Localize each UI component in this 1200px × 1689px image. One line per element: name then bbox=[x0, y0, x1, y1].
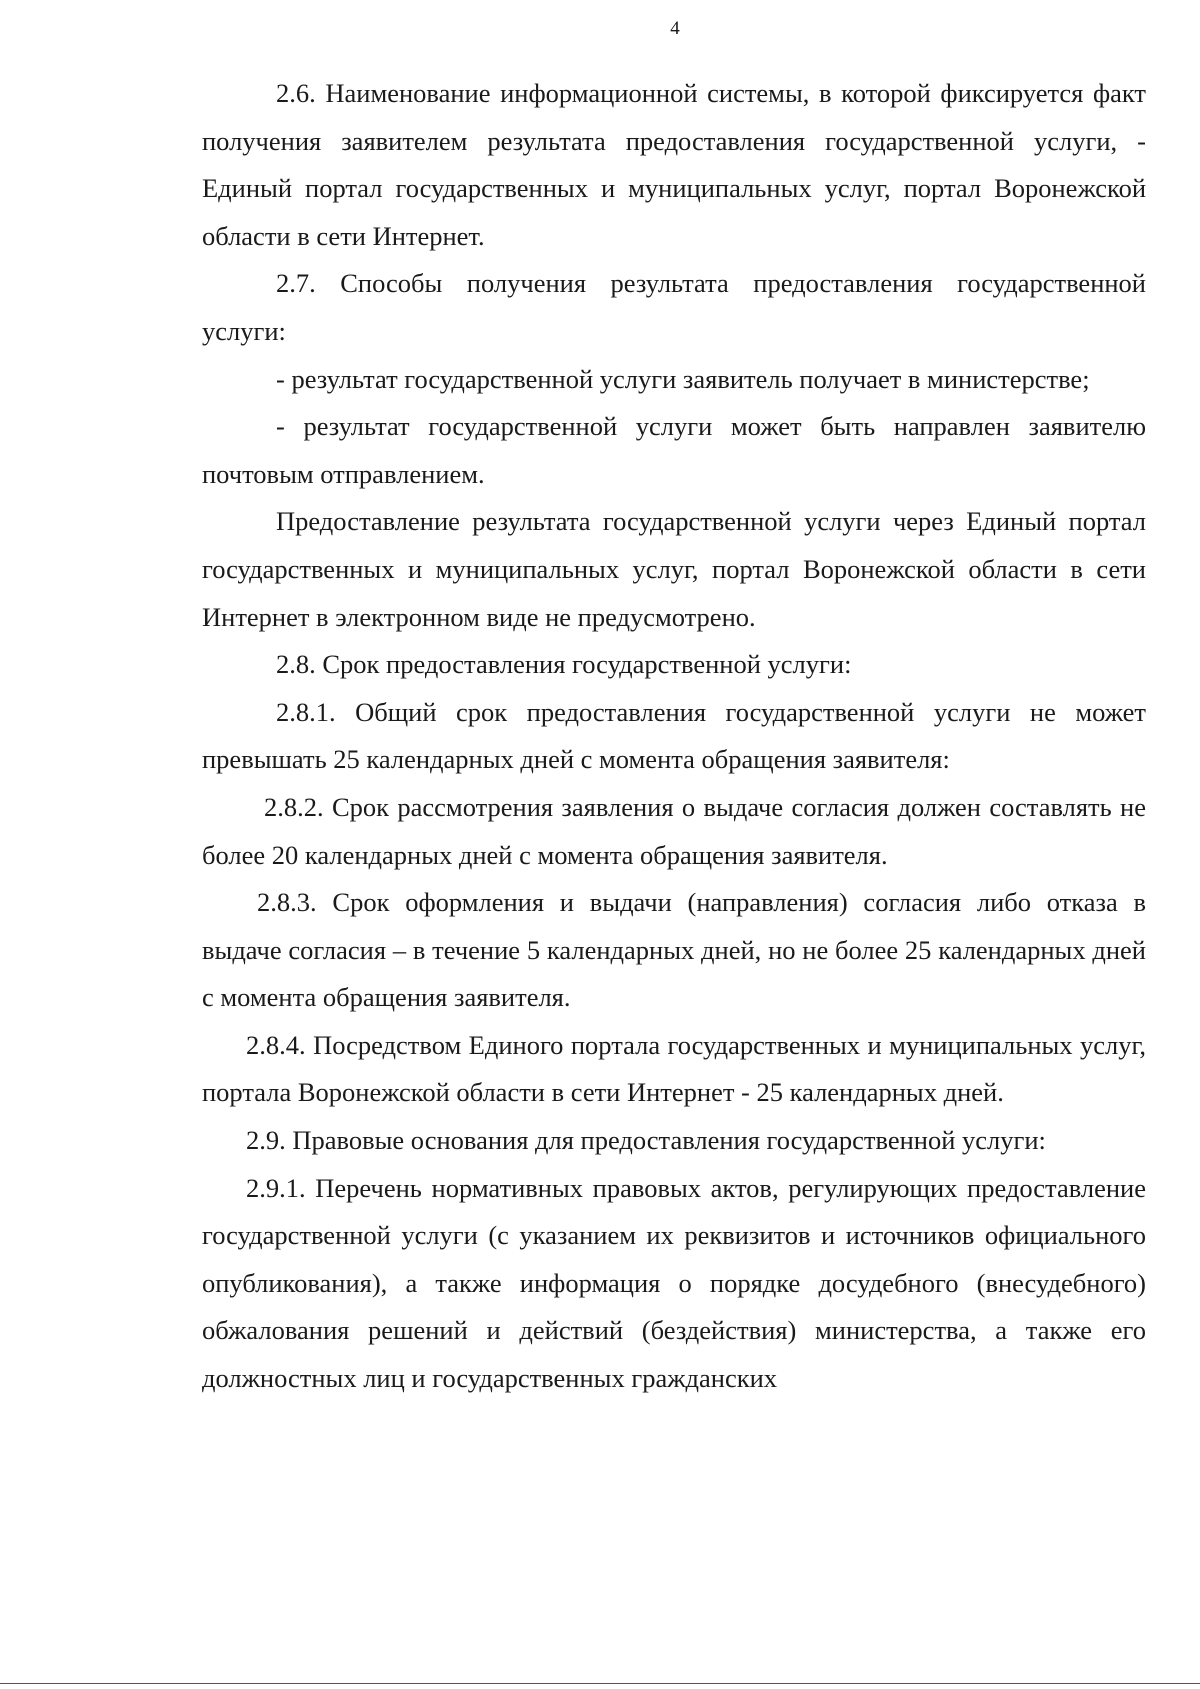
paragraph-2-6: 2.6. Наименование информационной системы, в которой фиксируется факт получения заявителем результата предоставления государственной услуги, - Единый портал государственных и муниципальных услуг, портал Воронежской области в сети Интернет. bbox=[202, 78, 1146, 251]
paragraph-2-9-1: 2.9.1. Перечень нормативных правовых актов, регулирующих предоставление государственной услуги (с указанием их реквизитов и источников официального опубликования), а также информация о порядке досудебного (внесудебного) обжалования решений и действий (бездействия) министерства, а также его должностных лиц и государственных гражданских bbox=[202, 1172, 1146, 1394]
bottom-rule bbox=[0, 1683, 1200, 1684]
document-body bbox=[202, 70, 1146, 1403]
list-item-result-in-ministry: - результат государственной услуги заявитель получает в министерстве; bbox=[276, 363, 1090, 394]
paragraph-2-8-2: 2.8.2. Срок рассмотрения заявления о выдаче согласия должен составлять не более 20 календарных дней с момента обращения заявителя. bbox=[202, 791, 1146, 870]
paragraph-2-8: 2.8. Срок предоставления государственной услуги: bbox=[276, 649, 852, 680]
page-number: 4 bbox=[670, 18, 680, 39]
paragraph-2-9: 2.9. Правовые основания для предоставления государственной услуги: bbox=[246, 1125, 1046, 1156]
paragraph-electronic-note: Предоставление результата государственной услуги через Единый портал государственных и муниципальных услуг, портал Воронежской области в сети Интернет в электронном виде не предусмотрено. bbox=[202, 506, 1146, 632]
paragraph-2-8-1: 2.8.1. Общий срок предоставления государственной услуги не может превышать 25 календарных дней с момента обращения заявителя: bbox=[202, 696, 1146, 775]
paragraph-2-7: 2.7. Способы получения результата предоставления государственной услуги: bbox=[202, 268, 1146, 346]
paragraph-2-8-4: 2.8.4. Посредством Единого портала государственных и муниципальных услуг, портала Воронежской области в сети Интернет - 25 календарных дней. bbox=[202, 1029, 1146, 1108]
paragraph-2-8-3: 2.8.3. Срок оформления и выдачи (направления) согласия либо отказа в выдаче согласия – в течение 5 календарных дней, но не более 25 календарных дней с момента обращения заявителя. bbox=[202, 887, 1146, 1013]
list-item-result-by-mail: - результат государственной услуги может быть направлен заявителю почтовым отправлением. bbox=[202, 411, 1146, 489]
